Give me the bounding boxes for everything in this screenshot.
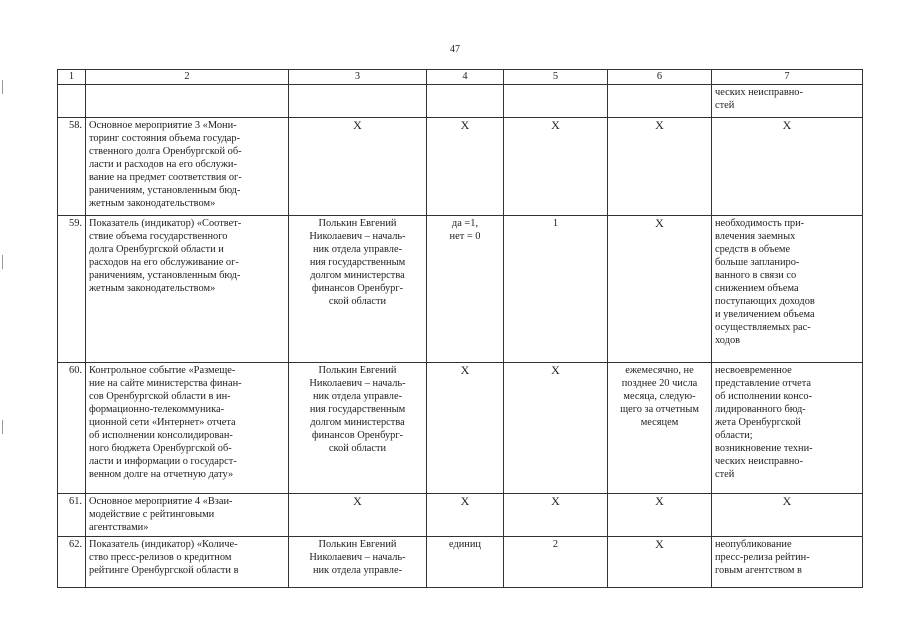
cell-responsible: Полькин Евгений Николаевич – началь- ник отдела управле- ния государственным долгом министерства финансов Оренбург- ской области — [289, 363, 427, 494]
header-row — [58, 70, 863, 85]
row-number: 58. — [58, 118, 86, 216]
cell-col5: 2 — [504, 537, 608, 588]
cell-col7: несвоевременное представление отчета об исполнении консо- лидированного бюд- жета Оренбургской области; возникновение техни- ческих неисправно- стей — [712, 363, 863, 494]
cell-col4: единиц — [427, 537, 504, 588]
cell-col4: да =1, нет = 0 — [427, 216, 504, 363]
row-number: 62. — [58, 537, 86, 588]
table-row — [58, 118, 863, 216]
cell-responsible: Полькин Евгений Николаевич – началь- ник отдела управле- — [289, 537, 427, 588]
col-header: 7 — [712, 70, 863, 85]
continuation-row — [58, 85, 863, 118]
row-description: Контрольное событие «Размеще- ние на сайте министерства финан- сов Оренбургской области в ин- формационно-телекоммуника- ционной сети «Интернет» отчета об исполнении консолидирован- ного бюджета Оренбургской об- ласти и информации о государст- венном долге на отчетную дату» — [86, 363, 289, 494]
table-row — [58, 537, 863, 588]
cell-col4: X — [427, 118, 504, 216]
col-header: 2 — [86, 70, 289, 85]
cell-num — [58, 85, 86, 118]
col-header: 6 — [608, 70, 712, 85]
cell-desc — [86, 85, 289, 118]
cell-col7: X — [712, 118, 863, 216]
cell-col5: X — [504, 494, 608, 537]
document-table — [57, 69, 863, 588]
cell-col4: X — [427, 494, 504, 537]
row-number: 61. — [58, 494, 86, 537]
cell-col6: X — [608, 494, 712, 537]
cell-col5: X — [504, 118, 608, 216]
cell-col6: X — [608, 216, 712, 363]
cell-col4 — [427, 85, 504, 118]
cell-col7: неопубликование пресс-релиза рейтин- говым агентством в — [712, 537, 863, 588]
cell-col7: необходимость при- влечения заемных средств в объеме больше запланиро- ванного в связи со снижением объема поступающих доходов и увеличением объема осуществляемых рас- ходов — [712, 216, 863, 363]
cell-col5: X — [504, 363, 608, 494]
row-description: Основное мероприятие 4 «Взаи- модействие с рейтинговыми агентствами» — [86, 494, 289, 537]
row-description: Показатель (индикатор) «Количе- ство пресс-релизов о кредитном рейтинге Оренбургской области в — [86, 537, 289, 588]
cell-col7: ческих неисправно- стей — [712, 85, 863, 118]
col-header: 3 — [289, 70, 427, 85]
col-header: 1 — [58, 70, 86, 85]
row-description: Показатель (индикатор) «Соответ- ствие объема государственного долга Оренбургской области и расходов на его обслуживание ог- раничениям, установленным бюд- жетным законодательством» — [86, 216, 289, 363]
cell-col3 — [289, 85, 427, 118]
table-row — [58, 363, 863, 494]
cell-responsible: Полькин Евгений Николаевич – началь- ник отдела управле- ния государственным долгом министерства финансов Оренбург- ской области — [289, 216, 427, 363]
cell-col6: X — [608, 118, 712, 216]
margin-mark — [2, 255, 3, 269]
margin-mark — [2, 420, 3, 434]
cell-col3: X — [289, 118, 427, 216]
table-row — [58, 494, 863, 537]
row-description: Основное мероприятие 3 «Мони- торинг состояния объема государ- ственного долга Оренбургской об- ласти и расходов на его обслужи- вание на предмет соответствия ог- раничениям, установленным бюд- жетным законодательством» — [86, 118, 289, 216]
cell-col6 — [608, 85, 712, 118]
row-number: 60. — [58, 363, 86, 494]
cell-col3: X — [289, 494, 427, 537]
cell-col5 — [504, 85, 608, 118]
cell-col6: ежемесячно, не позднее 20 числа месяца, следую- щего за отчетным месяцем — [608, 363, 712, 494]
page-number: 47 — [450, 44, 460, 55]
cell-col6: X — [608, 537, 712, 588]
margin-mark — [2, 80, 3, 94]
row-number: 59. — [58, 216, 86, 363]
cell-col4: X — [427, 363, 504, 494]
col-header: 4 — [427, 70, 504, 85]
table-row — [58, 216, 863, 363]
col-header: 5 — [504, 70, 608, 85]
cell-col7: X — [712, 494, 863, 537]
cell-col5: 1 — [504, 216, 608, 363]
